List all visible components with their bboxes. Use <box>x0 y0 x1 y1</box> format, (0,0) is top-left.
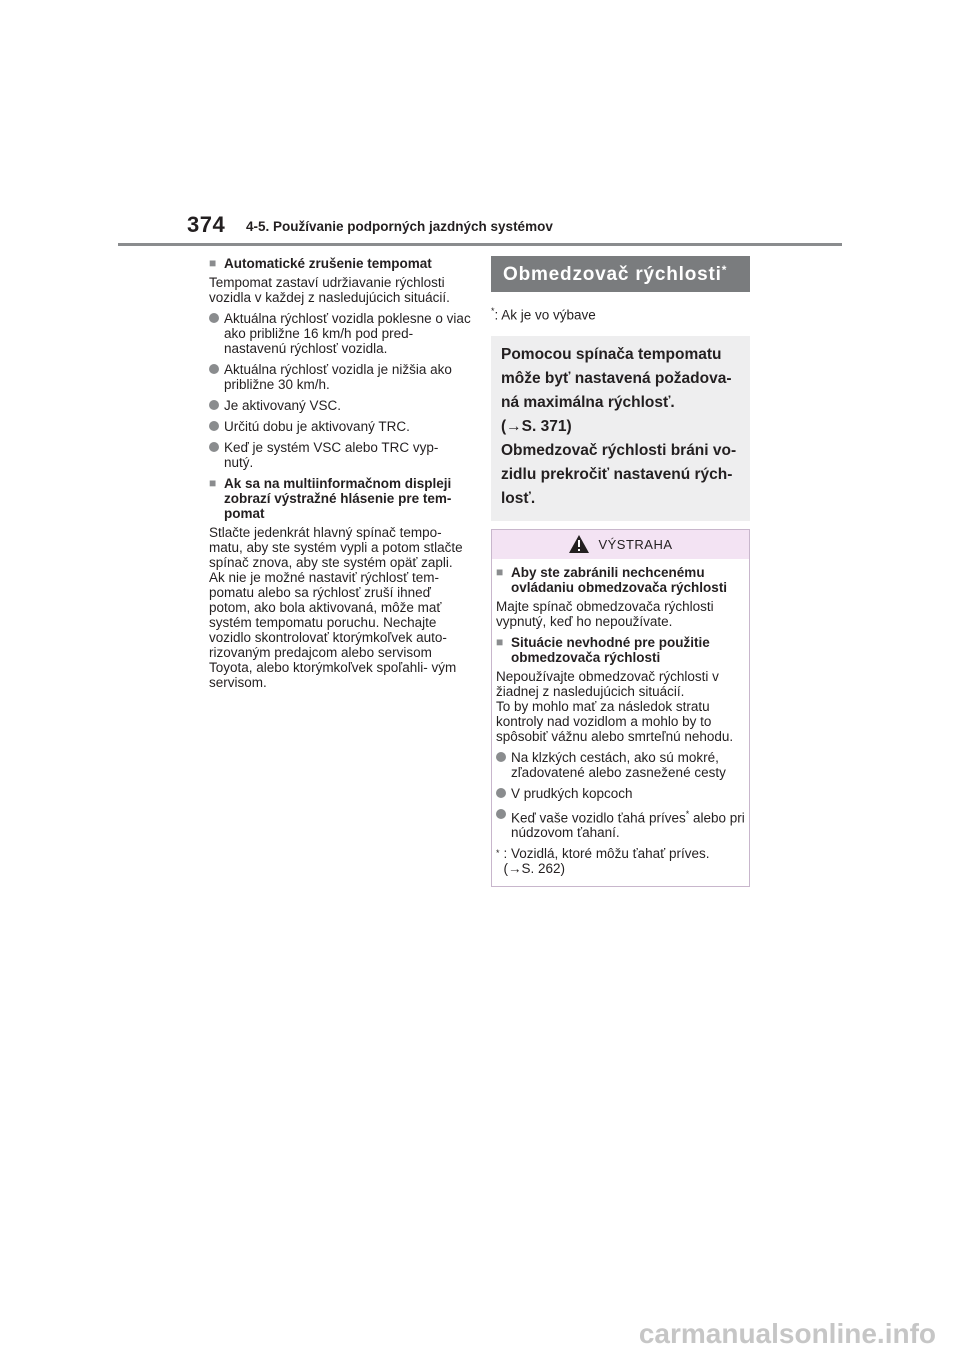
section-title: 4-5. Používanie podporných jazdných systémov <box>246 219 553 234</box>
page-reference-link[interactable]: (→S. 371) <box>501 417 572 435</box>
summary-line: Pomocou spínača tempomatu <box>501 345 722 363</box>
warning-heading: ■ Situácie nevhodné pre použitie obmedzovača rýchlosti <box>496 634 710 665</box>
square-bullet-icon: ■ <box>496 564 504 579</box>
paragraph: Nepoužívajte obmedzovač rýchlosti v žiadnej z nasledujúcich situácií. <box>496 668 719 699</box>
list-item: Aktuálna rýchlosť vozidla je nižšia ako približne 30 km/h. <box>209 362 471 392</box>
summary-line: Obmedzovač rýchlosti bráni vo- <box>501 441 737 459</box>
list-item: Keď je systém VSC alebo TRC vyp- nutý. <box>209 440 471 470</box>
round-bullet-icon <box>209 313 219 323</box>
round-bullet-icon <box>209 400 219 410</box>
site-watermark: carmanualsonline.info <box>638 1318 936 1349</box>
paragraph: Ak nie je možné nastaviť rýchlosť tem- pomatu alebo sa rýchlosť zruší ihneď potom, ako bola aktivovaná, môže mať systém tempomatu poruchu. Nechajte vozidlo skontrolovať ktorýmkoľvek auto- rizovaným predajcom alebo servisom Toyota, alebo ktorýmkoľvek spoľahli- vým servisom. <box>209 570 457 690</box>
round-bullet-icon <box>496 788 506 798</box>
square-bullet-icon: ■ <box>496 634 504 649</box>
list-item: Keď vaše vozidlo ťahá príves* alebo pri núdzovom ťahaní. <box>496 807 745 841</box>
paragraph: Stlačte jedenkrát hlavný spínač tempo- matu, aby ste systém vypli a potom stlačte spínač znova, aby ste systém opäť zapli. <box>209 525 463 570</box>
summary-line: ná maximálna rýchlosť. <box>501 393 675 411</box>
square-bullet-icon: ■ <box>209 256 217 270</box>
right-column <box>491 256 750 887</box>
list-item: Na klzkých cestách, ako sú mokré, zľadovatené alebo zasnežené cesty <box>496 750 745 780</box>
round-bullet-icon <box>496 752 506 762</box>
warning-body <box>492 559 749 887</box>
warning-triangle-icon <box>568 534 590 554</box>
heading-auto-cancel: ■ Automatické zrušenie tempomat <box>209 256 432 271</box>
list-item: Je aktivovaný VSC. <box>209 398 471 413</box>
summary-line: losť. <box>501 489 536 507</box>
section-banner: Obmedzovač rýchlosti * <box>491 256 750 292</box>
summary-box <box>491 336 750 521</box>
round-bullet-icon <box>209 421 219 431</box>
list-item: V prudkých kopcoch <box>496 786 745 801</box>
warning-heading: ■ Aby ste zabránili nechcenému ovládaniu obmedzovača rýchlosti <box>496 564 728 595</box>
header-rule <box>118 243 842 246</box>
summary-line: zidlu prekročiť nastavenú rých- <box>501 465 733 483</box>
list-item: Určitú dobu je aktivovaný TRC. <box>209 419 471 434</box>
round-bullet-icon <box>209 442 219 452</box>
warning-header <box>492 530 749 559</box>
page-number: 374 <box>187 212 226 237</box>
page-reference-link[interactable]: (→S. 262) <box>503 861 566 876</box>
paragraph: Majte spínač obmedzovača rýchlosti vypnutý, keď ho nepoužívate. <box>496 598 714 629</box>
availability-footnote: *: Ak je vo výbave <box>491 306 596 323</box>
paragraph: To by mohlo mať za následok stratu kontroly nad vozidlom a mohlo by to spôsobiť vážnu alebo smrteľnú nehodu. <box>496 698 734 744</box>
warning-footnote: * : Vozidlá, ktoré môžu ťahať príves. (→S. 262) <box>496 846 710 876</box>
warning-title: VÝSTRAHA <box>598 536 673 552</box>
warning-box <box>491 529 750 888</box>
round-bullet-icon <box>496 809 506 819</box>
round-bullet-icon <box>209 364 219 374</box>
summary-line: môže byť nastavená požadova- <box>501 369 732 387</box>
list-item: Aktuálna rýchlosť vozidla poklesne o viac ako približne 16 km/h pod pred- nastavenú rýchlosť vozidla. <box>209 311 471 356</box>
heading-warning-message: ■ Ak sa na multiinformačnom displeji zobrazí výstražné hlásenie pre tem- pomat <box>209 476 452 521</box>
square-bullet-icon: ■ <box>209 476 217 490</box>
paragraph: Tempomat zastaví udržiavanie rýchlosti vozidla v každej z nasledujúcich situácií. <box>209 275 450 305</box>
left-column <box>209 256 471 690</box>
